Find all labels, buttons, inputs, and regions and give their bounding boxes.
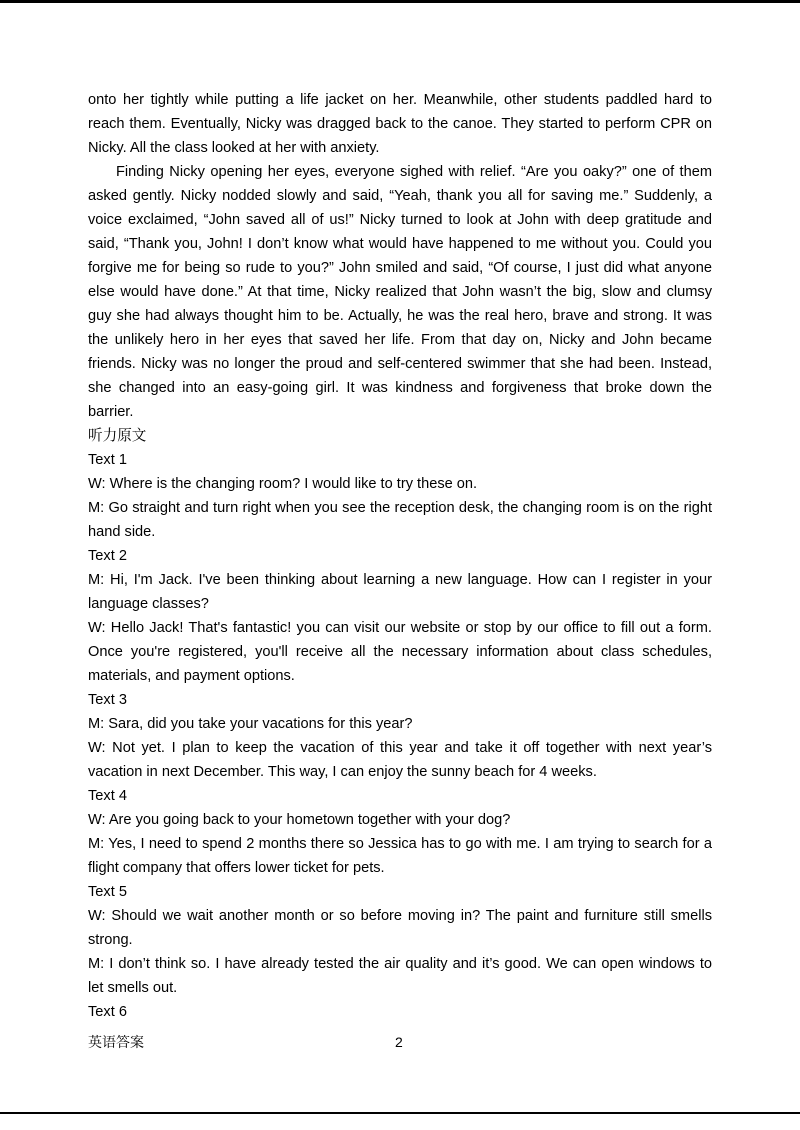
- story-paragraph-2: Finding Nicky opening her eyes, everyone sighed with relief. “Are you oaky?” one of them asked gently. Nicky nodded slowly and said, “Yeah, thank you all for saving me.” Suddenly, a voice exclaimed, “John saved all of us!” Nicky turned to look at John with deep gratitude and said, “Thank you, John! I don’t know what would have happened to me without you. Could you forgive me for being so rude to you?” John smiled and said, “Of course, I just did what anyone else would have done.” At that time, Nicky realized that John wasn’t the big, slow and clumsy guy she had always thought him to be. Actually, he was the real hero, brave and strong. It was the unlikely hero in her eyes that saved her life. From that day on, Nicky and John became friends. Nicky was no longer the proud and self-centered swimmer that she had been. Instead, she changed into an easy-going girl. It was kindness and forgiveness that broke down the barrier.: [88, 164, 712, 420]
- section-heading: 听力原文: [88, 428, 147, 444]
- dialogue-line: M: Yes, I need to spend 2 months there so Jessica has to go with me. I am trying to search for a flight company that offers lower ticket for pets.: [88, 836, 712, 876]
- dialogue-line: M: Hi, I'm Jack. I've been thinking about learning a new language. How can I register in your language classes?: [88, 572, 712, 612]
- story-paragraph-1: onto her tightly while putting a life jacket on her. Meanwhile, other students paddled hard to reach them. Eventually, Nicky was dragged back to the canoe. They started to perform CPR on Nicky. All the class looked at her with anxiety.: [88, 92, 712, 156]
- dialogue-line: W: Are you going back to your hometown together with your dog?: [88, 812, 511, 828]
- dialogue-line: M: I don’t think so. I have already tested the air quality and it’s good. We can open windows to let smells out.: [88, 956, 712, 996]
- text-label: Text 3: [88, 692, 127, 708]
- document-body: [88, 88, 712, 1024]
- dialogue-line: M: Sara, did you take your vacations for this year?: [88, 716, 413, 732]
- page-number: 2: [395, 1034, 403, 1050]
- text-label: Text 2: [88, 548, 127, 564]
- dialogue-line: W: Hello Jack! That's fantastic! you can visit our website or stop by our office to fill out a form. Once you're registered, you'll receive all the necessary information about class schedules, materials, and payment options.: [88, 620, 712, 684]
- text-label: Text 4: [88, 788, 127, 804]
- bottom-border-rule: [0, 1112, 800, 1114]
- text-label: Text 5: [88, 884, 127, 900]
- top-border-rule: [0, 0, 800, 3]
- dialogue-line: M: Go straight and turn right when you see the reception desk, the changing room is on the right hand side.: [88, 500, 712, 540]
- text-label: Text 1: [88, 452, 127, 468]
- text-label: Text 6: [88, 1004, 127, 1020]
- dialogue-line: W: Should we wait another month or so before moving in? The paint and furniture still smells strong.: [88, 908, 712, 948]
- footer-label: 英语答案: [88, 1034, 144, 1050]
- dialogue-line: W: Where is the changing room? I would like to try these on.: [88, 476, 478, 492]
- dialogue-line: W: Not yet. I plan to keep the vacation of this year and take it off together with next year’s vacation in next December. This way, I can enjoy the sunny beach for 4 weeks.: [88, 740, 712, 780]
